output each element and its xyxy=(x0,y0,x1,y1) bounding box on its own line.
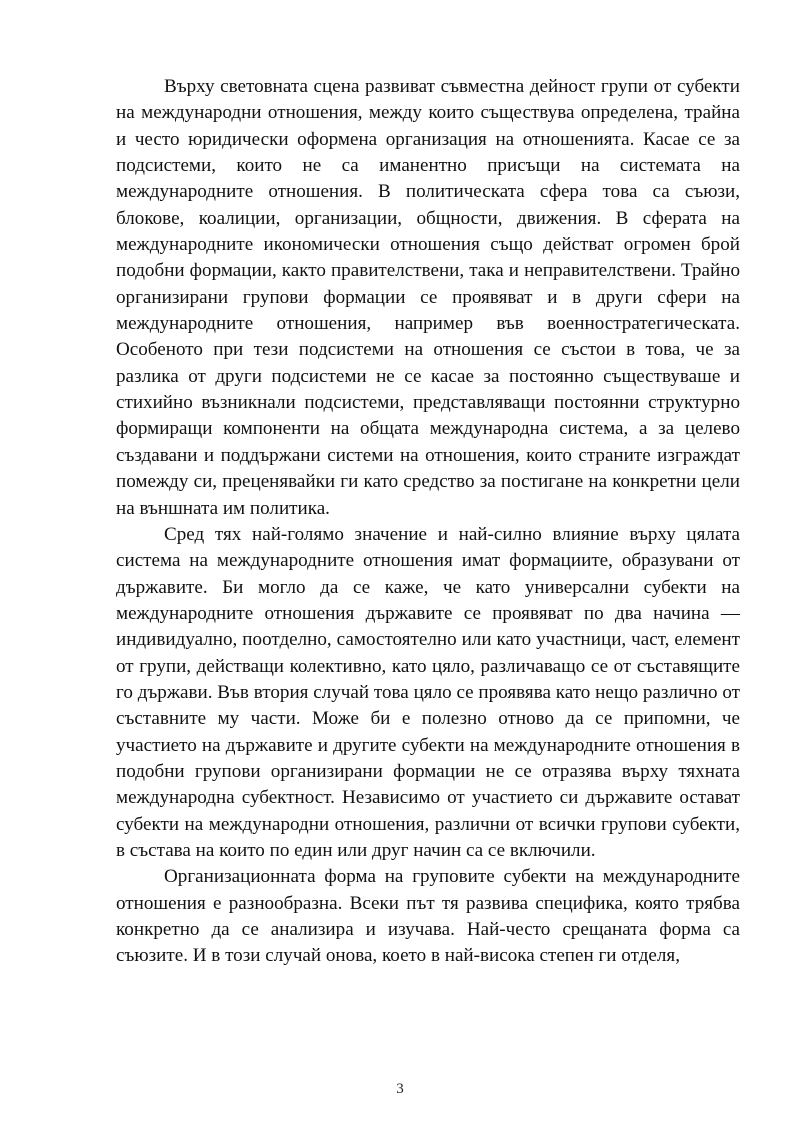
paragraph-1: Върху световната сцена развиват съвместна дейност групи от субекти на международни отношения, между които съществува определена, трайна и често юридически оформена организация на отношенията. Касае се за подсистеми, които не са иманентно присъщи на системата на международните отношения. В политическата сфера това са съюзи, блокове, коалиции, организации, общности, движения. В сферата на международните икономически отношения също действат огромен брой подобни формации, както правителствени, така и неправителствени. Трайно организирани групови формации се проявяват и в други сфери на международните отношения, например във военностратегическата. Особеното при тези подсистеми на отношения се състои в това, че за разлика от други подсистеми не се касае за постоянно съществуваше и стихийно възникнали подсистеми, представляващи постоянни структурно формиращи компоненти на общата международна система, а за целево създавани и поддържани системи на отношения, които страните изграждат помежду си, преценявайки ги като средство за постигане на конкретни цели на външната им политика. xyxy=(116,76,740,519)
page-number: 3 xyxy=(396,1081,404,1097)
document-body xyxy=(116,74,740,970)
paragraph-2: Сред тях най-голямо значение и най-силно влияние върху цялата система на международните отношения имат формациите, образувани от държавите. Би могло да се каже, че като универсални субекти на международните отношения държавите се проявяват по два начина — индивидуално, поотделно, самостоятелно или като участници, част, елемент от групи, действащи колективно, като цяло, различаващо се от съставящите го държави. Във втория случай това цяло се проявява като нещо различно от съставните му части. Може би е полезно отново да се припомни, че участието на държавите и другите субекти на международните отношения в подобни групови организирани формации не се отразява върху тяхната международна субектност. Независимо от участието си държавите остават субекти на международни отношения, различни от всички групови субекти, в състава на които по един или друг начин са се включили. xyxy=(116,523,740,861)
paragraph-3: Организационната форма на груповите субекти на международните отношения е разнообразна. Всеки път тя развива специфика, която трябва конкретно да се анализира и изучава. Най-често срещаната форма са съюзите. И в този случай онова, което в най-висока степен ги отделя, xyxy=(116,866,740,967)
